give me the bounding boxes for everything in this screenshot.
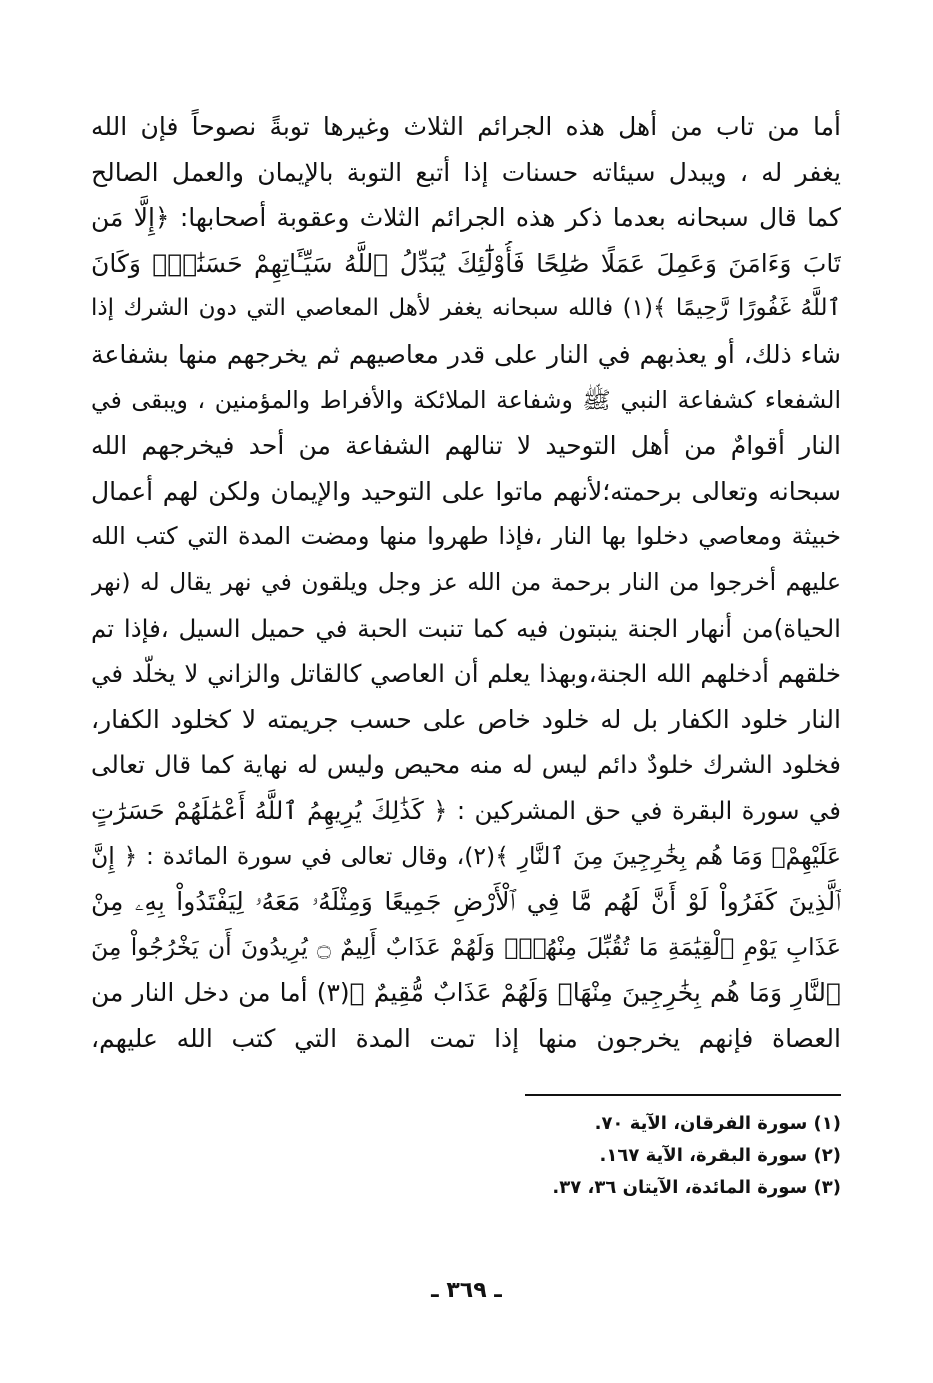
text-line: شاء ذلك، أو يعذبهم في النار على قدر معاصيهم ثم يخرجهم منها بشفاعة [91,339,841,369]
footnote: (٢) سورة البقرة، الآية ١٦٧. [599,1145,841,1166]
text-line: الحياة)من أنهار الجنة ينبتون فيه كما تنبت الحبة في حميل السيل ،فإذا تم [91,613,841,643]
quran-verse-line: ٱلَّذِينَ كَفَرُواْ لَوْ أَنَّ لَهُم مَّا فِي ٱلْأَرْضِ جَمِيعًا وَمِثْلَهُۥ مَعَهُۥ لِيَفْتَدُواْ بِهِۦ مِنْ [91,887,841,917]
text-line: النار خلود الكفار بل له خلود خاص على حسب جريمته لا كخلود الكفار، [91,704,841,734]
footnotes [241,1108,841,1204]
text-line: فخلود الشرك خلودٌ دائم ليس له منه محيص وليس له نهاية كما قال تعالى [91,750,841,780]
text-line: في سورة البقرة في حق المشركين : ﴿ كَذَٰلِكَ يُرِيهِمُ ٱللَّهُ أَعْمَٰلَهُمْ حَسَرَٰتٍ [91,795,841,825]
text-line: الشفعاء كشفاعة النبي ﷺ وشفاعة الملائكة والأفراط والمؤمنين ، ويبقى في [91,385,841,414]
text-line: كما قال سبحانه بعدما ذكر هذه الجرائم الثلاث وعقوبة أصحابها: ﴿إِلَّا مَن [91,203,841,233]
quran-verse-line: عَذَابِ يَوْمِ ٱلْقِيَٰمَةِ مَا تُقُبِّلَ مِنْهُمْۖ وَلَهُمْ عَذَابٌ أَلِيمٌ ۝ يُرِيدُونَ أَن يَخْرُجُواْ مِنَ [91,932,841,961]
text-line: العصاة فإنهم يخرجون منها إذا تمت المدة التي كتب الله عليهم، [91,1023,841,1053]
text-line: خلقهم أدخلهم الله الجنة،وبهذا يعلم أن العاصي كالقاتل والزاني لا يخلّد في [91,659,841,689]
text-line: يغفر له ، ويبدل سيئاته حسنات إذا أتبع التوبة بالإيمان والعمل الصالح [91,157,841,187]
text-line: سبحانه وتعالى برحمته؛لأنهم ماتوا على التوحيد والإيمان ولكن لهم أعمال [91,476,841,506]
text-line: ٱلنَّارِ وَمَا هُم بِخَٰرِجِينَ مِنْهَاۖ وَلَهُمْ عَذَابٌ مُّقِيمٌ ﴾(٣) أما من دخل النار من [91,978,841,1008]
page-number: ـ ٣٦٩ ـ [431,1278,502,1303]
footnote: (٣) سورة المائدة، الآيتان ٣٦، ٣٧. [552,1177,841,1198]
footnote: (١) سورة الفرقان، الآية ٧٠. [594,1113,841,1134]
text-line: أما من تاب من أهل هذه الجرائم الثلاث وغيرها توبةً نصوحاً فإن الله [91,112,841,141]
text-line: عليهم أخرجوا من النار برحمة من الله عز وجل ويلقون في نهر يقال له (نهر [91,567,841,596]
text-line: عَلَيْهِمْۖ وَمَا هُم بِخَٰرِجِينَ مِنَ ٱلنَّارِ ﴾(٢)، وقال تعالى في سورة المائدة : ﴿ إِنَّ [91,841,841,870]
footnote-divider [525,1094,841,1096]
text-line: خبيثة ومعاصي دخلوا بها النار ،فإذا طهروا منها ومضت المدة التي كتب الله [91,522,841,551]
body-text [91,104,841,1061]
quran-verse-line: تَابَ وَءَامَنَ وَعَمِلَ عَمَلًا صَٰلِحًا فَأُوْلَٰٓئِكَ يُبَدِّلُ ٱللَّهُ سَيِّـَٔاتِهِمْ حَسَنَٰتٍۗ وَكَانَ [91,248,841,278]
text-line: النار أقوامٌ من أهل التوحيد لا تنالهم الشفاعة من أحد فيخرجهم الله [91,431,841,461]
text-line: ٱللَّهُ غَفُورًا رَّحِيمًا ﴾(١) فالله سبحانه يغفر لأهل المعاصي التي دون الشرك إذا [91,295,841,322]
